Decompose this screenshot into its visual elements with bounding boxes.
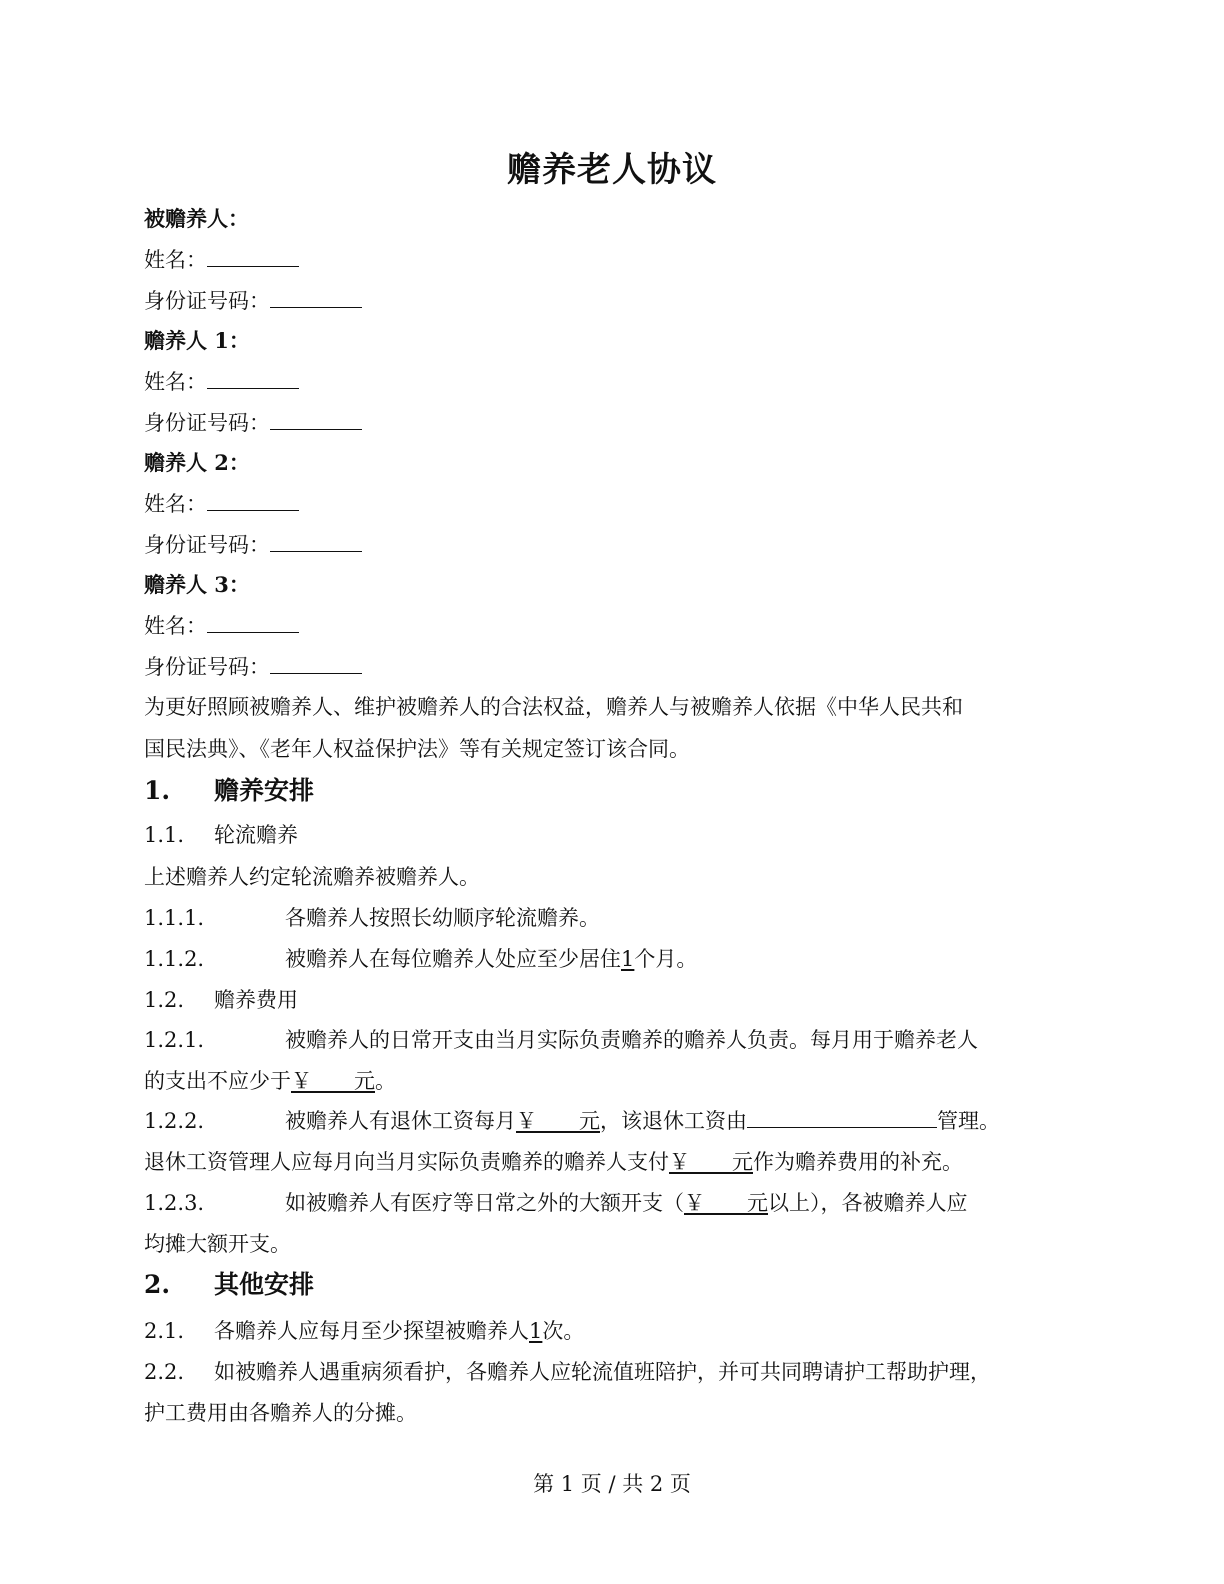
clause-number: 2.1. — [144, 1319, 185, 1343]
months-value[interactable]: 1 — [621, 947, 635, 971]
name-blank[interactable] — [207, 612, 299, 633]
clause — [144, 944, 697, 974]
party-id-row — [144, 530, 362, 560]
clause — [144, 1188, 968, 1218]
clause-number: 1.2.2. — [144, 1109, 205, 1133]
party-name-row — [144, 489, 299, 519]
party-name-row — [144, 245, 299, 275]
section-title: 其他安排 — [214, 1270, 315, 1299]
clause-number: 1.2.3. — [144, 1191, 205, 1215]
amount-blank[interactable]: ￥ 元 — [516, 1109, 600, 1133]
clause-continuation — [144, 1147, 963, 1177]
section-heading — [144, 776, 314, 806]
clause-text: 。 — [375, 1069, 396, 1093]
section-number: 1. — [144, 776, 171, 805]
clause-number: 1.1.1. — [144, 906, 205, 930]
clause-text: 各赡养人应每月至少探望被赡养人 — [214, 1319, 529, 1343]
amount-blank[interactable]: ￥ 元 — [684, 1191, 768, 1215]
id-label: 身份证号码： — [144, 411, 270, 435]
clause-text: 如被赡养人有医疗等日常之外的大额开支（ — [285, 1191, 684, 1215]
clause — [144, 903, 600, 933]
party-heading: 赡养人 2： — [144, 450, 250, 475]
id-blank[interactable] — [270, 653, 362, 674]
party-id-row — [144, 652, 362, 682]
clause-text: 次。 — [542, 1319, 585, 1343]
party-heading: 赡养人 3： — [144, 572, 250, 597]
id-blank[interactable] — [270, 287, 362, 308]
clause-text: 被赡养人的日常开支由当月实际负责赡养的赡养人负责。每月用于赡养老人 — [285, 1028, 978, 1052]
paragraph: 上述赡养人约定轮流赡养被赡养人。 — [144, 865, 480, 889]
clause-text: 管理。 — [937, 1109, 1000, 1133]
subsection-number: 1.2. — [144, 988, 185, 1012]
clause-continuation: 护工费用由各赡养人的分摊。 — [144, 1401, 417, 1425]
clause-text: 退休工资管理人应每月向当月实际负责赡养的赡养人支付 — [144, 1150, 669, 1174]
id-label: 身份证号码： — [144, 655, 270, 679]
clause — [144, 1357, 991, 1387]
clause-text: ，该退休工资由 — [600, 1109, 747, 1133]
id-blank[interactable] — [270, 531, 362, 552]
subsection-heading — [144, 985, 298, 1015]
subsection-heading — [144, 820, 298, 850]
clause — [144, 1316, 584, 1346]
clause-number: 1.2.1. — [144, 1028, 205, 1052]
clause-number: 1.1.2. — [144, 947, 205, 971]
clause-text: 以上），各被赡养人应 — [768, 1191, 968, 1215]
preamble-line: 国民法典》、《老年人权益保护法》等有关规定签订该合同。 — [144, 737, 690, 761]
section-title: 赡养安排 — [214, 776, 315, 805]
id-blank[interactable] — [270, 409, 362, 430]
section-number: 2. — [144, 1270, 171, 1299]
clause-text: 被赡养人有退休工资每月 — [285, 1109, 516, 1133]
clause-text: 各赡养人按照长幼顺序轮流赡养。 — [285, 906, 600, 930]
name-label: 姓名： — [144, 614, 207, 638]
clause — [144, 1025, 978, 1055]
clause-continuation: 均摊大额开支。 — [144, 1232, 291, 1256]
amount-blank[interactable]: ￥ 元 — [669, 1150, 753, 1174]
subsection-title: 轮流赡养 — [214, 823, 298, 847]
clause-text: 被赡养人在每位赡养人处应至少居住 — [285, 947, 621, 971]
subsection-number: 1.1. — [144, 823, 185, 847]
visits-value[interactable]: 1 — [529, 1319, 543, 1343]
name-label: 姓名： — [144, 492, 207, 516]
section-heading — [144, 1270, 314, 1300]
party-id-row — [144, 408, 362, 438]
name-label: 姓名： — [144, 370, 207, 394]
party-heading: 赡养人 1： — [144, 328, 250, 353]
amount-blank[interactable]: ￥ 元 — [291, 1069, 375, 1093]
name-blank[interactable] — [207, 368, 299, 389]
party-name-row — [144, 367, 299, 397]
id-label: 身份证号码： — [144, 533, 270, 557]
name-blank[interactable] — [207, 246, 299, 267]
party-name-row — [144, 611, 299, 641]
clause-number: 2.2. — [144, 1360, 185, 1384]
clause-text: 的支出不应少于 — [144, 1069, 291, 1093]
clause-continuation — [144, 1066, 396, 1096]
name-label: 姓名： — [144, 248, 207, 272]
party-id-row — [144, 286, 362, 316]
clause-text: 如被赡养人遇重病须看护，各赡养人应轮流值班陪护，并可共同聘请护工帮助护理， — [214, 1360, 991, 1384]
manager-blank[interactable] — [747, 1107, 937, 1128]
subsection-title: 赡养费用 — [214, 988, 298, 1012]
clause-text: 个月。 — [634, 947, 698, 971]
clause — [144, 1106, 1000, 1136]
party-heading: 被赡养人： — [144, 206, 249, 231]
page-footer: 第 1 页 / 共 2 页 — [533, 1472, 691, 1496]
name-blank[interactable] — [207, 490, 299, 511]
document-title: 赡养老人协议 — [507, 150, 717, 190]
preamble-line: 为更好照顾被赡养人、维护被赡养人的合法权益，赡养人与被赡养人依据《中华人民共和 — [144, 695, 963, 719]
clause-text: 作为赡养费用的补充。 — [753, 1150, 963, 1174]
id-label: 身份证号码： — [144, 289, 270, 313]
